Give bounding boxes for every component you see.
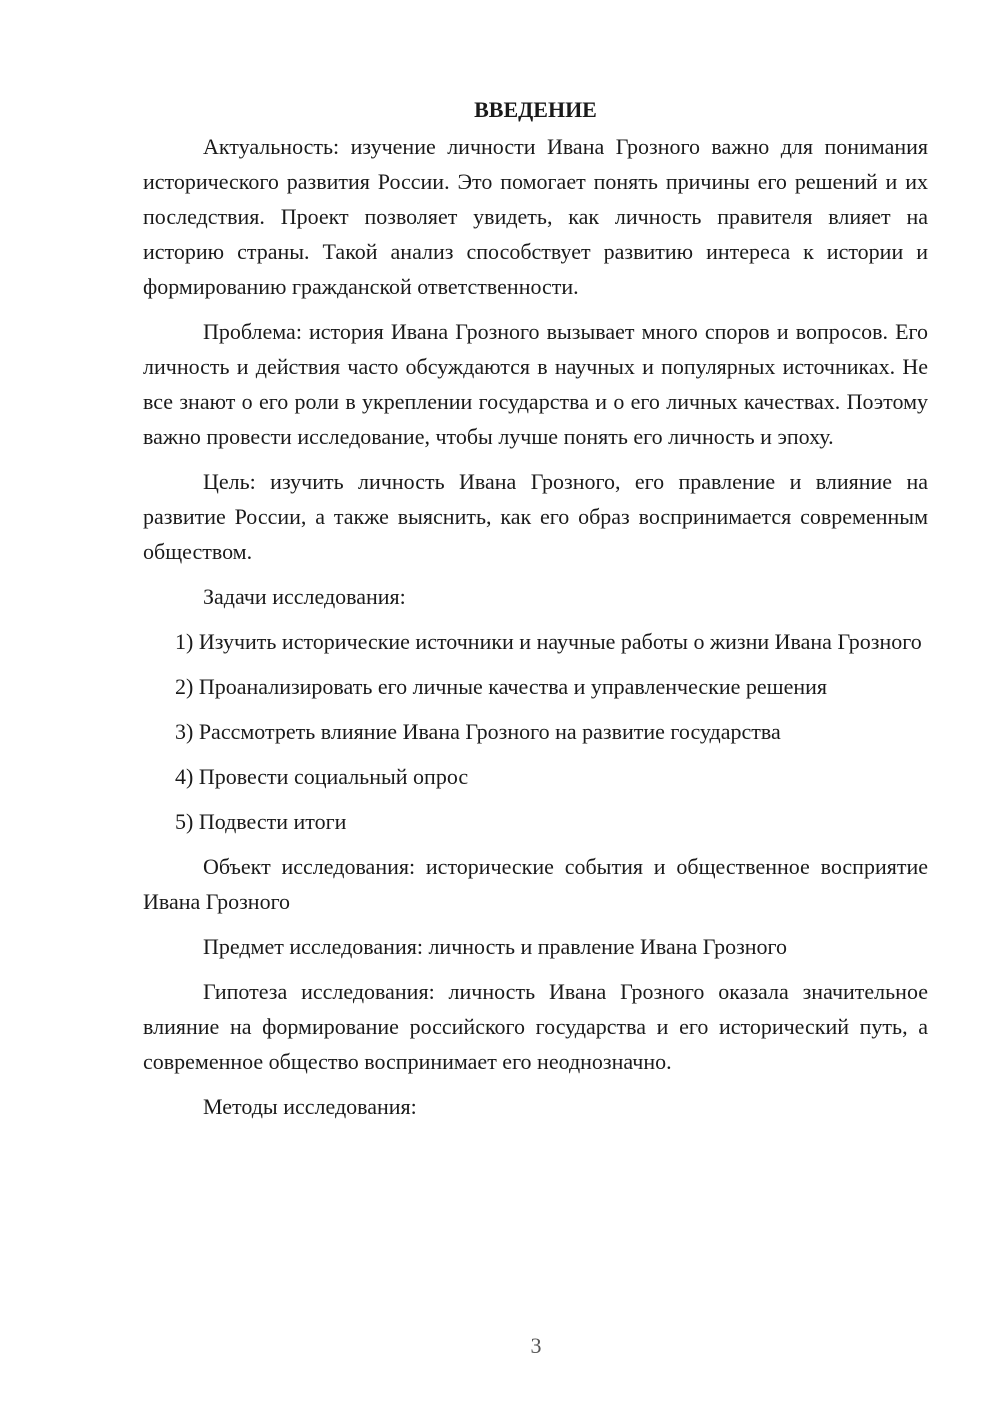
tasks-heading: Задачи исследования: <box>203 584 406 609</box>
methods-heading: Методы исследования: <box>203 1094 417 1119</box>
object-paragraph: Объект исследования: исторические события и общественное восприятие Ивана Грозного <box>143 854 928 914</box>
task-item: 5) Подвести итоги <box>175 809 347 834</box>
task-item: 1) Изучить исторические источники и научные работы о жизни Ивана Грозного <box>175 629 922 654</box>
document-page <box>143 92 928 1134</box>
relevance-paragraph: Актуальность: изучение личности Ивана Грозного важно для понимания исторического развития России. Это помогает понять причины его решений и их последствия. Проект позволяет увидеть, как личность правителя влияет на историю страны. Такой анализ способствует развитию интереса к истории и формированию гражданской ответственности. <box>143 134 928 299</box>
section-title: ВВЕДЕНИЕ <box>474 97 597 122</box>
subject-paragraph: Предмет исследования: личность и правление Ивана Грозного <box>203 934 788 959</box>
task-item: 4) Провести социальный опрос <box>175 764 469 789</box>
task-item: 3) Рассмотреть влияние Ивана Грозного на развитие государства <box>175 719 781 744</box>
problem-paragraph: Проблема: история Ивана Грозного вызывает много споров и вопросов. Его личность и действия часто обсуждаются в научных и популярных источниках. Не все знают о его роли в укреплении государства и о его личных качествах. Поэтому важно провести исследование, чтобы лучше понять его личность и эпоху. <box>143 319 928 449</box>
hypothesis-paragraph: Гипотеза исследования: личность Ивана Грозного оказала значительное влияние на формирование российского государства и его исторический путь, а современное общество воспринимает его неоднозначно. <box>143 979 928 1074</box>
page-number: 3 <box>530 1333 542 1358</box>
goal-paragraph: Цель: изучить личность Ивана Грозного, его правление и влияние на развитие России, а также выяснить, как его образ воспринимается современным обществом. <box>143 469 928 564</box>
task-item: 2) Проанализировать его личные качества и управленческие решения <box>175 674 828 699</box>
